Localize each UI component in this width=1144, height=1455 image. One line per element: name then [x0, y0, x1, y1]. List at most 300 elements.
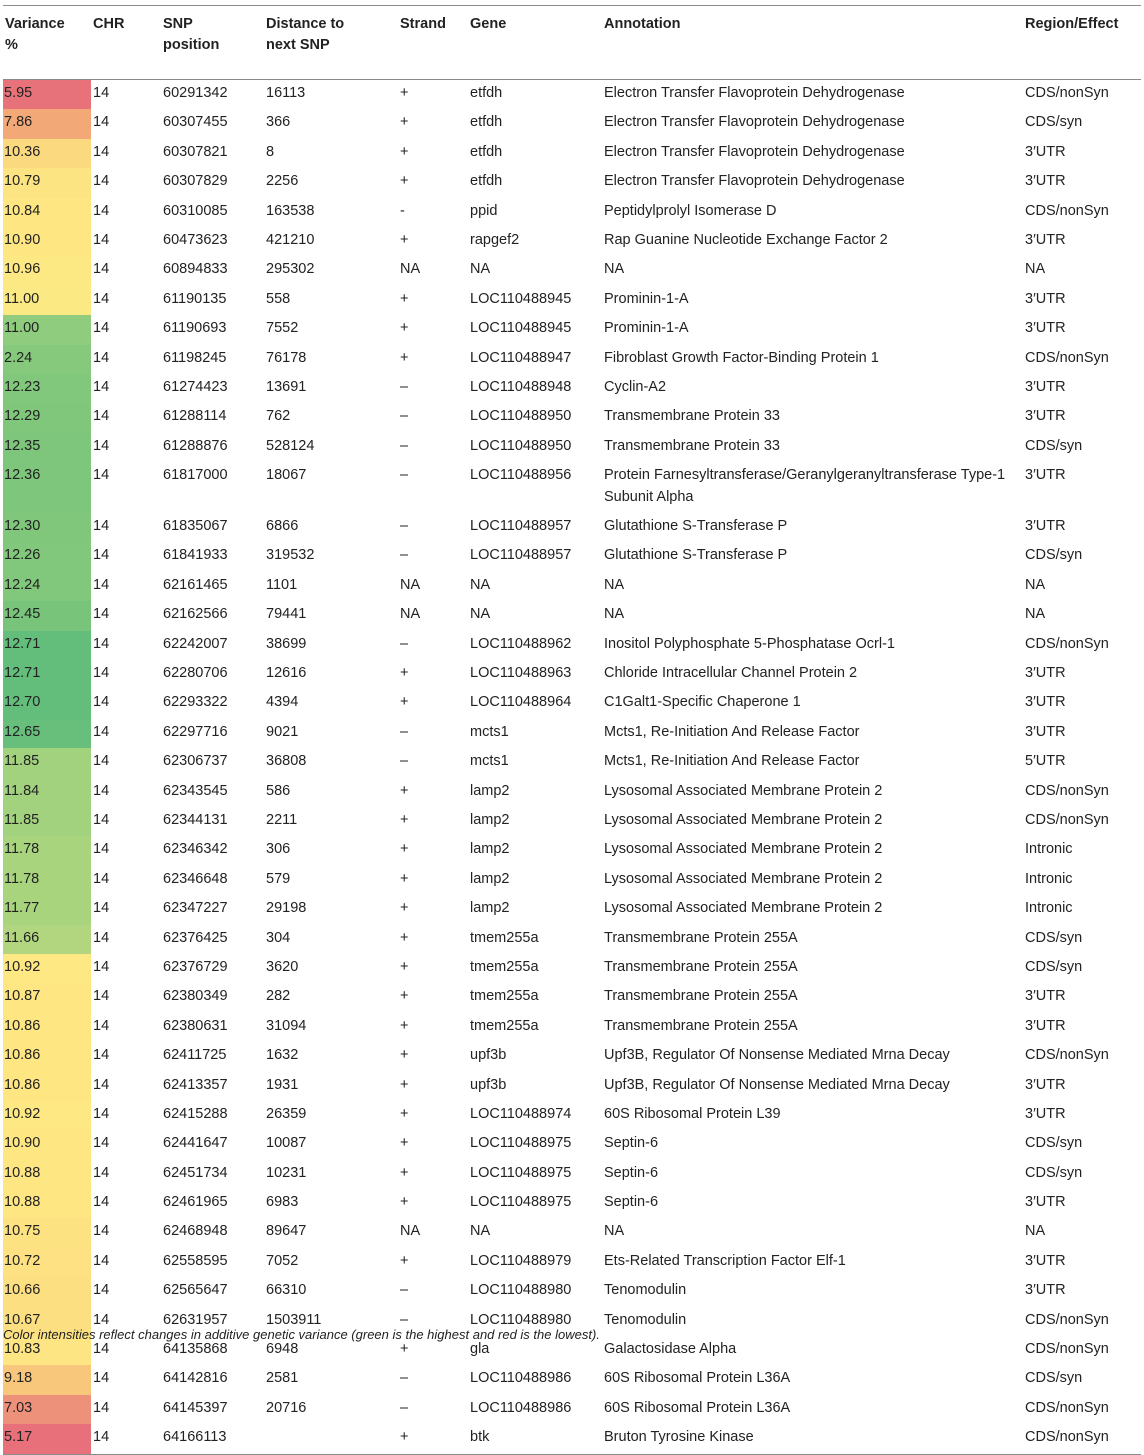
variance-cell: 12.24 — [3, 572, 91, 601]
distance-cell: 10087 — [266, 1135, 307, 1152]
distance-cell: 304 — [266, 929, 291, 946]
table-row — [3, 1072, 1141, 1101]
strand-cell: + — [400, 900, 409, 917]
region-effect-cell: CDS/nonSyn — [1025, 782, 1109, 799]
distance-cell: 6948 — [266, 1341, 299, 1358]
gene-cell: LOC110488948 — [470, 378, 572, 395]
region-effect-cell: CDS/syn — [1025, 958, 1083, 975]
distance-cell: 2581 — [266, 1370, 299, 1387]
chr-cell: 14 — [93, 841, 110, 858]
strand-cell: + — [400, 143, 409, 160]
table-row — [3, 866, 1141, 895]
variance-cell: 10.84 — [3, 198, 91, 227]
snp-position-cell: 62631957 — [163, 1311, 228, 1328]
region-effect-cell: CDS/nonSyn — [1025, 349, 1109, 366]
strand-cell: + — [400, 782, 409, 799]
chr-cell: 14 — [93, 870, 110, 887]
snp-position-cell: 62411725 — [163, 1047, 227, 1064]
strand-cell: + — [400, 1252, 409, 1269]
gene-cell: upf3b — [470, 1047, 507, 1064]
snp-position-cell: 62413357 — [163, 1076, 228, 1093]
annotation-cell: Ets-Related Transcription Factor Elf-1 — [604, 1252, 846, 1269]
snp-position-cell: 61274423 — [163, 378, 228, 395]
annotation-cell: Lysosomal Associated Membrane Protein 2 — [604, 841, 883, 858]
chr-cell: 14 — [93, 231, 110, 248]
table-row — [3, 689, 1141, 718]
chr-cell: 14 — [93, 1047, 110, 1064]
snp-position-cell: 60307829 — [163, 173, 228, 190]
gene-cell: tmem255a — [470, 1017, 539, 1034]
strand-cell: + — [400, 694, 409, 711]
snp-position-cell: 62306737 — [163, 753, 228, 770]
strand-cell: + — [400, 1341, 409, 1358]
annotation-cell: Inositol Polyphosphate 5-Phosphatase Ocrl-1 — [604, 635, 895, 652]
region-effect-cell: NA — [1025, 606, 1046, 623]
gene-cell: LOC110488979 — [470, 1252, 572, 1269]
strand-cell: + — [400, 1135, 409, 1152]
gene-cell: lamp2 — [470, 900, 510, 917]
annotation-cell: NA — [604, 576, 625, 593]
strand-cell: + — [400, 1194, 409, 1211]
gene-cell: gla — [470, 1341, 490, 1358]
annotation-cell: Upf3B, Regulator Of Nonsense Mediated Mrna Decay — [604, 1076, 950, 1093]
distance-cell: 26359 — [266, 1105, 307, 1122]
annotation-cell: Lysosomal Associated Membrane Protein 2 — [604, 782, 883, 799]
chr-cell: 14 — [93, 1370, 110, 1387]
distance-cell — [264, 1424, 398, 1454]
snp-position-cell: 64166113 — [163, 1429, 227, 1446]
strand-cell: + — [400, 958, 409, 975]
region-effect-cell: 3′UTR — [1025, 1252, 1066, 1269]
gene-cell: LOC110488986 — [470, 1370, 572, 1387]
variance-cell: 12.29 — [3, 403, 91, 432]
annotation-cell: NA — [604, 606, 625, 623]
variance-cell: 9.18 — [3, 1365, 91, 1394]
variance-cell: 11.77 — [3, 895, 91, 924]
snp-position-cell: 60307455 — [163, 114, 228, 131]
variance-cell: 10.67 — [3, 1307, 91, 1336]
table-row — [3, 1395, 1141, 1424]
strand-cell: – — [400, 547, 409, 564]
variance-cell: 12.35 — [3, 433, 91, 462]
table-row — [3, 925, 1141, 954]
strand-cell: – — [400, 1282, 409, 1299]
strand-cell: – — [400, 437, 409, 454]
annotation-cell: Upf3B, Regulator Of Nonsense Mediated Mrna Decay — [604, 1047, 950, 1064]
header-distance: Distance to next SNP — [266, 16, 345, 53]
variance-cell: 11.84 — [3, 778, 91, 807]
snp-position-cell: 62293322 — [163, 694, 228, 711]
snp-position-cell: 62376729 — [163, 958, 228, 975]
region-effect-cell: 3′UTR — [1025, 1017, 1066, 1034]
snp-position-cell: 64135868 — [163, 1341, 228, 1358]
gene-cell: LOC110488980 — [470, 1282, 572, 1299]
header-chr: CHR — [93, 16, 125, 32]
table-row — [3, 748, 1141, 777]
table-row — [3, 462, 1141, 513]
variance-cell: 10.96 — [3, 256, 91, 285]
strand-cell: + — [400, 173, 409, 190]
variance-cell: 12.65 — [3, 719, 91, 748]
region-effect-cell: NA — [1025, 261, 1046, 278]
region-effect-cell: CDS/nonSyn — [1025, 1311, 1109, 1328]
table-row — [3, 1189, 1141, 1218]
annotation-cell: 60S Ribosomal Protein L36A — [604, 1399, 791, 1416]
distance-cell: 366 — [266, 114, 291, 131]
variance-cell: 12.23 — [3, 374, 91, 403]
distance-cell: 1931 — [266, 1076, 299, 1093]
gene-cell: tmem255a — [470, 929, 539, 946]
distance-cell: 2211 — [266, 811, 298, 828]
region-effect-cell: CDS/syn — [1025, 1164, 1083, 1181]
strand-cell: – — [400, 378, 409, 395]
strand-cell: – — [400, 1370, 409, 1387]
variance-cell: 7.86 — [3, 109, 91, 138]
annotation-cell: Glutathione S-Transferase P — [604, 547, 788, 564]
distance-cell: 1101 — [266, 576, 298, 593]
table-body — [3, 80, 1141, 1455]
chr-cell: 14 — [93, 1076, 110, 1093]
annotation-cell: NA — [604, 261, 625, 278]
chr-cell: 14 — [93, 723, 110, 740]
variance-cell: 10.88 — [3, 1160, 91, 1189]
gene-cell: etfdh — [470, 85, 503, 101]
variance-cell: 10.90 — [3, 1130, 91, 1159]
snp-position-cell: 64142816 — [163, 1370, 228, 1387]
table-row — [3, 1218, 1141, 1247]
chr-cell: 14 — [93, 378, 110, 395]
strand-cell: NA — [400, 606, 421, 623]
annotation-cell: Prominin-1-A — [604, 320, 689, 337]
table-row — [3, 1042, 1141, 1071]
gene-cell: etfdh — [470, 114, 503, 131]
table-row — [3, 374, 1141, 403]
annotation-cell: Mcts1, Re-Initiation And Release Factor — [604, 723, 860, 740]
snp-position-cell: 62565647 — [163, 1282, 228, 1299]
chr-cell: 14 — [93, 1194, 110, 1211]
region-effect-cell: 3′UTR — [1025, 467, 1066, 484]
gene-cell: NA — [470, 1223, 491, 1240]
region-effect-cell: CDS/syn — [1025, 114, 1083, 131]
snp-position-cell: 62347227 — [163, 900, 228, 917]
variance-cell: 11.85 — [3, 748, 91, 777]
strand-cell: NA — [400, 1223, 421, 1240]
chr-cell: 14 — [93, 958, 110, 975]
gene-cell: LOC110488986 — [470, 1399, 572, 1416]
chr-cell: 14 — [93, 320, 110, 337]
annotation-cell: Transmembrane Protein 255A — [604, 988, 798, 1005]
distance-cell: 558 — [266, 290, 291, 307]
annotation-cell: Rap Guanine Nucleotide Exchange Factor 2 — [604, 231, 888, 248]
variance-cell: 12.71 — [3, 660, 91, 689]
table-row — [3, 139, 1141, 168]
snp-position-cell: 62161465 — [163, 576, 228, 593]
annotation-cell: Lysosomal Associated Membrane Protein 2 — [604, 870, 883, 887]
variance-cell: 5.95 — [3, 80, 91, 110]
variance-cell: 11.78 — [3, 836, 91, 865]
table-row — [3, 345, 1141, 374]
header-variance: Variance % — [5, 16, 65, 53]
gene-cell: LOC110488945 — [470, 320, 572, 337]
annotation-cell: Fibroblast Growth Factor-Binding Protein 1 — [604, 349, 879, 366]
annotation-cell: Electron Transfer Flavoprotein Dehydrogenase — [604, 114, 905, 131]
table-row — [3, 513, 1141, 542]
snp-position-cell: 62346648 — [163, 870, 228, 887]
snp-position-cell: 62415288 — [163, 1105, 228, 1122]
variance-cell: 10.88 — [3, 1189, 91, 1218]
region-effect-cell: 5′UTR — [1025, 753, 1066, 770]
variance-cell: 11.85 — [3, 807, 91, 836]
gene-cell: LOC110488947 — [470, 349, 572, 366]
chr-cell: 14 — [93, 261, 110, 278]
table-row — [3, 1013, 1141, 1042]
chr-cell: 14 — [93, 437, 110, 454]
snp-position-cell: 62376425 — [163, 929, 228, 946]
chr-cell: 14 — [93, 1105, 110, 1122]
table-row — [3, 315, 1141, 344]
strand-cell: + — [400, 811, 409, 828]
annotation-cell: Galactosidase Alpha — [604, 1341, 737, 1358]
variance-cell: 7.03 — [3, 1395, 91, 1424]
table-row — [3, 631, 1141, 660]
snp-position-cell: 60307821 — [163, 143, 228, 160]
annotation-cell: Tenomodulin — [604, 1311, 687, 1328]
snp-position-cell: 62346342 — [163, 841, 228, 858]
variance-cell: 2.24 — [3, 345, 91, 374]
distance-cell: 89647 — [266, 1223, 307, 1240]
chr-cell: 14 — [93, 1252, 110, 1269]
chr-cell: 14 — [93, 1429, 110, 1446]
variance-cell: 12.45 — [3, 601, 91, 630]
region-effect-cell: CDS/nonSyn — [1025, 635, 1109, 652]
annotation-cell: 60S Ribosomal Protein L36A — [604, 1370, 791, 1387]
snp-position-cell: 62344131 — [163, 811, 228, 828]
snp-variance-table — [3, 5, 1141, 1455]
gene-cell: lamp2 — [470, 811, 510, 828]
gene-cell: upf3b — [470, 1076, 507, 1093]
table-row — [3, 983, 1141, 1012]
chr-cell: 14 — [93, 408, 110, 425]
annotation-cell: Transmembrane Protein 255A — [604, 929, 798, 946]
gene-cell: LOC110488950 — [470, 437, 572, 454]
variance-cell: 11.00 — [3, 315, 91, 344]
distance-cell: 4394 — [266, 694, 299, 711]
table-row — [3, 109, 1141, 138]
snp-position-cell: 62441647 — [163, 1135, 228, 1152]
chr-cell: 14 — [93, 173, 110, 190]
region-effect-cell: 3′UTR — [1025, 143, 1066, 160]
region-effect-cell: 3′UTR — [1025, 694, 1066, 711]
variance-cell: 10.87 — [3, 983, 91, 1012]
region-effect-cell: CDS/nonSyn — [1025, 1399, 1109, 1416]
annotation-cell: C1Galt1-Specific Chaperone 1 — [604, 694, 801, 711]
snp-position-cell: 62451734 — [163, 1164, 228, 1181]
region-effect-cell: CDS/syn — [1025, 1370, 1083, 1387]
distance-cell: 528124 — [266, 437, 315, 454]
table-row — [3, 954, 1141, 983]
gene-cell: LOC110488957 — [470, 518, 572, 535]
region-effect-cell: NA — [1025, 1223, 1046, 1240]
region-effect-cell: 3′UTR — [1025, 290, 1066, 307]
distance-cell: 16113 — [266, 85, 306, 101]
table-row — [3, 778, 1141, 807]
annotation-cell: Septin-6 — [604, 1164, 659, 1181]
strand-cell: + — [400, 1076, 409, 1093]
snp-position-cell: 60291342 — [163, 85, 228, 101]
chr-cell: 14 — [93, 290, 110, 307]
annotation-cell: Glutathione S-Transferase P — [604, 518, 788, 535]
table-row — [3, 403, 1141, 432]
chr-cell: 14 — [93, 576, 110, 593]
gene-cell: etfdh — [470, 173, 503, 190]
strand-cell: + — [400, 349, 409, 366]
distance-cell: 3620 — [266, 958, 299, 975]
snp-position-cell: 61841933 — [163, 547, 228, 564]
snp-position-cell: 62162566 — [163, 606, 228, 623]
chr-cell: 14 — [93, 349, 110, 366]
chr-cell: 14 — [93, 1164, 110, 1181]
chr-cell: 14 — [93, 1223, 110, 1240]
distance-cell: 10231 — [266, 1164, 307, 1181]
table-row — [3, 80, 1141, 110]
distance-cell: 306 — [266, 841, 291, 858]
chr-cell: 14 — [93, 900, 110, 917]
header-strand: Strand — [400, 16, 446, 32]
gene-cell: LOC110488950 — [470, 408, 572, 425]
distance-cell: 7552 — [266, 320, 299, 337]
annotation-cell: Electron Transfer Flavoprotein Dehydrogenase — [604, 143, 905, 160]
snp-position-cell: 62380631 — [163, 1017, 228, 1034]
annotation-cell: Peptidylprolyl Isomerase D — [604, 202, 777, 219]
region-effect-cell: 3′UTR — [1025, 1194, 1066, 1211]
table-row — [3, 198, 1141, 227]
variance-cell: 10.92 — [3, 1101, 91, 1130]
region-effect-cell: CDS/syn — [1025, 547, 1083, 564]
strand-cell: + — [400, 665, 409, 682]
chr-cell: 14 — [93, 467, 110, 484]
table-row — [3, 836, 1141, 865]
table-row — [3, 256, 1141, 285]
region-effect-cell: 3′UTR — [1025, 408, 1066, 425]
snp-position-cell: 62343545 — [163, 782, 228, 799]
distance-cell: 295302 — [266, 261, 315, 278]
strand-cell: – — [400, 1311, 409, 1328]
chr-cell: 14 — [93, 1135, 110, 1152]
strand-cell: + — [400, 85, 409, 101]
variance-cell: 11.66 — [3, 925, 91, 954]
region-effect-cell: CDS/nonSyn — [1025, 85, 1109, 101]
table-row — [3, 168, 1141, 197]
distance-cell: 9021 — [266, 723, 299, 740]
region-effect-cell: CDS/nonSyn — [1025, 1429, 1109, 1446]
snp-position-cell: 61835067 — [163, 518, 228, 535]
snp-position-cell: 62558595 — [163, 1252, 228, 1269]
chr-cell: 14 — [93, 665, 110, 682]
gene-cell: LOC110488945 — [470, 290, 572, 307]
gene-cell: LOC110488956 — [470, 467, 572, 484]
strand-cell: + — [400, 841, 409, 858]
chr-cell: 14 — [93, 1341, 110, 1358]
snp-position-cell: 61288114 — [163, 408, 227, 425]
strand-cell: + — [400, 1105, 409, 1122]
chr-cell: 14 — [93, 1311, 110, 1328]
distance-cell: 36808 — [266, 753, 307, 770]
header-row — [3, 6, 1141, 80]
distance-cell: 8 — [266, 143, 275, 160]
chr-cell: 14 — [93, 782, 110, 799]
strand-cell: + — [400, 114, 409, 131]
gene-cell: mcts1 — [470, 753, 509, 770]
distance-cell: 163538 — [266, 202, 315, 219]
strand-cell: + — [400, 870, 409, 887]
distance-cell: 13691 — [266, 378, 307, 395]
distance-cell: 282 — [266, 988, 291, 1005]
chr-cell: 14 — [93, 606, 110, 623]
chr-cell: 14 — [93, 143, 110, 160]
table-row — [3, 1277, 1141, 1306]
snp-position-cell: 60310085 — [163, 202, 228, 219]
distance-cell: 579 — [266, 870, 291, 887]
region-effect-cell: 3′UTR — [1025, 378, 1066, 395]
gene-cell: tmem255a — [470, 958, 539, 975]
chr-cell: 14 — [93, 1017, 110, 1034]
annotation-cell: Cyclin-A2 — [604, 378, 667, 395]
gene-cell: LOC110488974 — [470, 1105, 572, 1122]
gene-cell: LOC110488975 — [470, 1164, 572, 1181]
variance-cell: 10.66 — [3, 1277, 91, 1306]
annotation-cell: 60S Ribosomal Protein L39 — [604, 1105, 781, 1122]
chr-cell: 14 — [93, 811, 110, 828]
table-caption: Color intensities reflect changes in additive genetic variance (green is the highest and red is the lowest). — [3, 1327, 600, 1342]
strand-cell: + — [400, 988, 409, 1005]
variance-cell: 10.75 — [3, 1218, 91, 1247]
strand-cell: + — [400, 1017, 409, 1034]
strand-cell: + — [400, 290, 409, 307]
distance-cell: 1632 — [266, 1047, 299, 1064]
region-effect-cell: CDS/syn — [1025, 929, 1083, 946]
gene-cell: LOC110488980 — [470, 1311, 572, 1328]
snp-position-cell: 64145397 — [163, 1399, 228, 1416]
strand-cell: + — [400, 1429, 409, 1446]
chr-cell: 14 — [93, 635, 110, 652]
gene-cell: LOC110488975 — [470, 1135, 572, 1152]
snp-position-cell: 62297716 — [163, 723, 228, 740]
snp-position-cell: 62242007 — [163, 635, 228, 652]
strand-cell: – — [400, 635, 409, 652]
region-effect-cell: Intronic — [1025, 870, 1073, 887]
chr-cell: 14 — [93, 547, 110, 564]
distance-cell: 79441 — [266, 606, 307, 623]
region-effect-cell: CDS/syn — [1025, 437, 1083, 454]
gene-cell: LOC110488963 — [470, 665, 572, 682]
annotation-cell: Transmembrane Protein 255A — [604, 1017, 798, 1034]
distance-cell: 38699 — [266, 635, 307, 652]
table-row — [3, 1424, 1141, 1454]
distance-cell: 319532 — [266, 547, 315, 564]
distance-cell: 6983 — [266, 1194, 299, 1211]
table-row — [3, 227, 1141, 256]
variance-cell: 10.86 — [3, 1013, 91, 1042]
snp-position-cell: 62468948 — [163, 1223, 228, 1240]
distance-cell: 76178 — [266, 349, 307, 366]
region-effect-cell: CDS/syn — [1025, 1135, 1083, 1152]
gene-cell: NA — [470, 576, 491, 593]
region-effect-cell: CDS/nonSyn — [1025, 811, 1109, 828]
snp-position-cell: 61190693 — [163, 320, 227, 337]
snp-position-cell: 60894833 — [163, 261, 228, 278]
snp-position-cell: 62280706 — [163, 665, 228, 682]
variance-cell: 10.86 — [3, 1072, 91, 1101]
